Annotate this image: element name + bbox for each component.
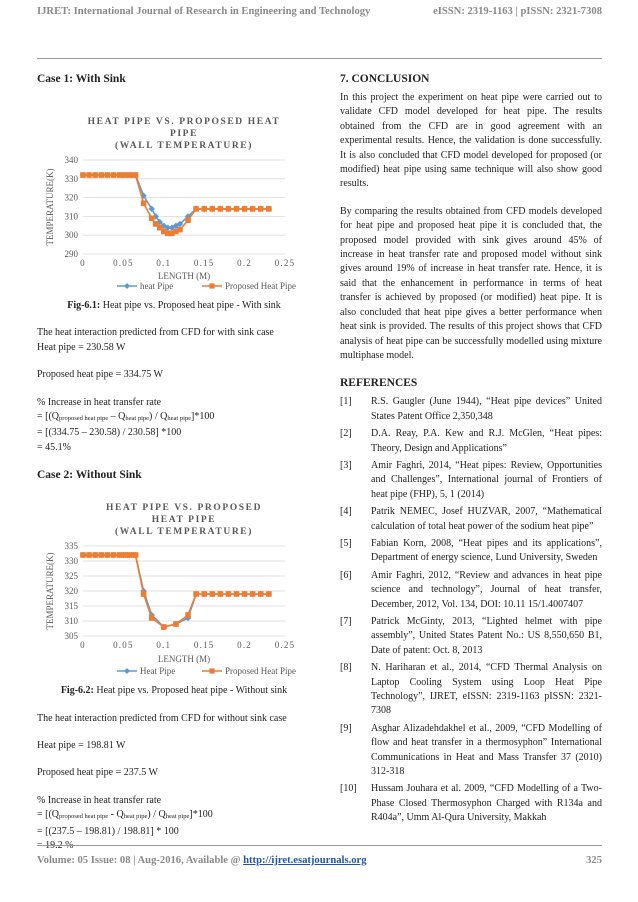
reference-item — [340, 537, 602, 566]
reference-text: Hussam Jouhara et al. 2009, “CFD Modelling of a Two-Phase Closed Thermosyphon Charged with R134a and R404a”, Umm Al-Qura University, Makkah — [371, 783, 602, 824]
reference-number: [1] — [340, 396, 352, 408]
legend-label: Proposed Heat Pipe — [225, 281, 296, 291]
reference-item — [340, 569, 602, 612]
data-point — [133, 552, 139, 558]
y-tick-label: 310 — [64, 616, 78, 627]
data-point — [266, 206, 272, 212]
y-axis-label: TEMPERATURE(K) — [45, 168, 55, 246]
data-point — [173, 621, 179, 627]
chart-title-line: HEAT PIPE — [151, 515, 217, 526]
chart-title-line: HEAT PIPE VS. PROPOSED HEAT — [87, 117, 281, 127]
case2-line3: Proposed heat pipe = 237.5 W — [37, 767, 158, 779]
reference-item — [340, 782, 602, 825]
data-point — [250, 206, 256, 212]
x-tick-label: 0.1 — [156, 640, 172, 651]
reference-number: [9] — [340, 722, 352, 734]
conclusion-heading: 7. CONCLUSION — [340, 73, 430, 85]
reference-number: [8] — [340, 662, 352, 674]
data-point — [98, 552, 104, 558]
data-point — [177, 227, 183, 233]
x-tick-label: 0.15 — [193, 258, 215, 268]
chart-title-line: PIPE — [169, 129, 199, 139]
references-list — [340, 395, 602, 825]
data-point — [218, 206, 224, 212]
data-point — [141, 200, 147, 206]
data-point — [193, 591, 199, 597]
running-footer — [37, 855, 602, 866]
reference-number: [7] — [340, 616, 352, 627]
fig-6-1-caption — [37, 299, 311, 313]
y-tick-label: 290 — [64, 249, 78, 259]
y-tick-label: 320 — [64, 192, 78, 203]
data-point — [92, 172, 98, 178]
left-column — [37, 72, 311, 854]
series-line-diamond — [83, 175, 269, 228]
reference-text: Asghar Alizadehdakhel et al., 2009, “CFD Modelling of flow and heat transfer in a thermosyphon” International Communications in Heat and Mass Transfer 37 (2010) 312-318 — [371, 722, 602, 778]
data-point — [218, 591, 224, 597]
data-point — [133, 172, 139, 178]
reference-text: Amir Faghri, 2012, “Review and advances in heat pipe science and technology”, Journal of heat transfer, December, 2012, Vol. 134, DOI: 10.11 15/1.4007407 — [371, 569, 602, 610]
data-point — [86, 552, 92, 558]
references-heading: REFERENCES — [340, 377, 418, 390]
reference-text: D.A. Reay, P.A. Kew and R.J. McGlen, “Heat pipes: Theory, Design and Applications” — [371, 428, 602, 454]
case1-line6: = [(334.75 – 230.58) / 230.58] *100 — [37, 427, 182, 439]
data-point — [98, 172, 104, 178]
data-point — [234, 591, 240, 597]
data-point — [226, 206, 232, 212]
fig-6-2-text: Heat pipe vs. Proposed heat pipe - Without sink — [93, 685, 288, 697]
case2-line6: = [(237.5 – 198.81) / 198.81] * 100 — [37, 825, 179, 837]
x-tick-label: 0 — [80, 258, 86, 268]
data-point — [226, 591, 232, 597]
case1-heading: Case 1: With Sink — [37, 73, 126, 85]
page-number: 325 — [586, 855, 602, 866]
reference-text: N. Hariharan et al., 2014, “CFD Thermal Analysis on Laptop Cooling System using Loop Heat Pipe Technology”, IJRET, eISSN: 2319-1163 pISSN: 2321-7308 — [371, 662, 602, 717]
reference-item — [340, 505, 602, 534]
x-tick-label: 0.25 — [274, 640, 296, 651]
chart-title-line: (WALL TEMPERATURE) — [115, 141, 253, 151]
data-point — [141, 591, 147, 597]
reference-number: [3] — [340, 459, 352, 471]
y-tick-label: 340 — [64, 155, 78, 165]
reference-item — [340, 459, 602, 502]
reference-number: [5] — [340, 537, 352, 549]
reference-text: Fabian Korn, 2008, “Heat pipes and its applications”, Department of energy science, Lund University, Sweden — [371, 537, 602, 564]
footer-volume: Volume: 05 Issue: 08 | Aug-2016, Available @ http://ijret.esatjournals.org — [37, 855, 367, 866]
case1-line3: Proposed heat pipe = 334.75 W — [37, 369, 163, 381]
running-header — [37, 6, 602, 17]
right-column — [340, 72, 602, 829]
legend-label: Heat Pipe — [140, 666, 176, 677]
reference-number: [10] — [340, 783, 357, 795]
journal-link[interactable]: http://ijret.esatjournals.org — [243, 855, 367, 866]
data-point — [201, 591, 207, 597]
reference-text: R.S. Gaugler (June 1944), “Heat pipe devices” United States Patent Office 2,350,348 — [371, 396, 602, 422]
chart-with-sink-svg — [37, 86, 311, 296]
data-point — [201, 206, 207, 212]
x-axis-label: LENGTH (M) — [157, 271, 211, 281]
case1-line7: = 45.1% — [37, 441, 71, 453]
conclusion-paragraph-2: By comparing the results obtained from CFD models developed for heat pipe and proposed heat pipe it is concluded that, the proposed model provided with sink gives around 45% of increase in heat transfer rate and proposed model without sink gives around 19% of increase in heat transfer rate. Hence, it is said that the enhancement in performance in terms of heat transfer is achieved by proposed (or modified) heat pipe. It is also concluded that heat pipe gives a better performance when heat sink is provided. The results of this project shows that CFD analysis of heat pipe can be successfully modelled using mixture multiphase model. — [340, 205, 602, 361]
data-point — [242, 206, 248, 212]
data-point — [111, 172, 117, 178]
case2-line4: % Increase in heat transfer rate — [37, 794, 162, 806]
x-tick-label: 0.25 — [274, 258, 296, 268]
data-point — [258, 206, 264, 212]
y-axis-label: TEMPERATURE(K) — [45, 552, 55, 630]
legend-marker — [124, 668, 130, 674]
case2-line2: Heat pipe = 198.81 W — [37, 740, 126, 752]
legend-marker — [209, 669, 214, 674]
data-point — [149, 215, 155, 221]
x-axis-label: LENGTH (M) — [157, 654, 211, 665]
reference-item — [340, 615, 602, 658]
case1-line2: Heat pipe = 230.58 W — [37, 341, 126, 353]
reference-text: Patrik NEMEC, Josef HUZVAR, 2007, “Mathematical calculation of total heat power of the sodium heat pipe” — [371, 506, 602, 532]
data-point — [250, 591, 256, 597]
y-tick-label: 300 — [64, 230, 78, 241]
conclusion-paragraph-1: In this project the experiment on heat pipe were carried out to validate CFD model developed for heat pipe. The results obtained from the CFD are in good agreement with an experimental results. Hence, the validation is done successfully. It is also concluded that CFD model developed for proposed (or modified) heat pipe using same technique will also show good results. — [340, 92, 602, 190]
x-tick-label: 0.1 — [156, 258, 172, 268]
legend-marker — [209, 283, 214, 288]
case1-formula: = $[(Q_{proposed heat pipe} - Q_{heat pipe}) / Q_{heat pipe}]*100$ — [37, 411, 215, 423]
journal-name: IJRET: International Journal of Research in Engineering and Technology — [37, 6, 371, 17]
case1-line1: The heat interaction predicted from CFD for with sink case — [37, 327, 274, 339]
y-tick-label: 335 — [64, 541, 78, 552]
data-point — [92, 552, 98, 558]
data-point — [185, 217, 191, 223]
y-tick-label: 330 — [64, 556, 78, 567]
data-point — [242, 591, 248, 597]
data-point — [80, 172, 86, 178]
y-tick-label: 320 — [64, 586, 78, 597]
case2-line1: The heat interaction predicted from CFD for without sink case — [37, 712, 287, 724]
data-point — [258, 591, 264, 597]
data-point — [104, 552, 110, 558]
x-tick-label: 0.05 — [113, 640, 134, 651]
reference-item — [340, 427, 602, 456]
header-rule — [37, 58, 602, 59]
reference-number: [2] — [340, 428, 352, 440]
reference-item — [340, 661, 602, 719]
data-point — [209, 206, 215, 212]
issn: eISSN: 2319-1163 | pISSN: 2321-7308 — [433, 6, 602, 17]
reference-text: Patrick McGinty, 2013, “Lighted helmet with pipe assembly”, United States Patent No.: US 8,550,650 B1, Date of patent: Oct. 8, 2013 — [371, 616, 602, 656]
data-point — [266, 591, 272, 597]
y-tick-label: 325 — [64, 571, 78, 582]
footer-rule — [37, 845, 602, 846]
legend-marker — [124, 283, 130, 289]
data-point — [193, 206, 199, 212]
legend-label: Proposed Heat Pipe — [225, 666, 296, 677]
case1-line4: % Increase in heat transfer rate — [37, 396, 162, 408]
case2-line7: = 19.2 % — [37, 840, 74, 852]
fig-6-1-label: Fig-6.1: — [67, 300, 101, 311]
data-point — [111, 552, 117, 558]
data-point — [104, 172, 110, 178]
x-tick-label: 0.05 — [113, 258, 134, 268]
data-point — [185, 612, 191, 618]
y-tick-label: 330 — [64, 173, 78, 184]
y-tick-label: 305 — [64, 631, 78, 642]
data-point — [86, 172, 92, 178]
x-tick-label: 0.2 — [237, 640, 253, 651]
reference-number: [6] — [340, 569, 352, 581]
x-tick-label: 0.15 — [193, 640, 215, 651]
reference-number: [4] — [340, 506, 352, 518]
data-point — [234, 206, 240, 212]
case2-heading: Case 2: Without Sink — [37, 469, 142, 482]
fig-6-2-caption — [37, 684, 311, 698]
x-tick-label: 0 — [80, 640, 86, 651]
data-point — [209, 591, 215, 597]
y-tick-label: 315 — [64, 601, 78, 612]
chart-title-line: HEAT PIPE VS. PROPOSED — [105, 503, 263, 514]
data-point — [149, 615, 155, 621]
data-point — [161, 624, 167, 630]
reference-item — [340, 395, 602, 424]
data-point — [80, 552, 86, 558]
fig-6-1-text: Heat pipe vs. Proposed heat pipe - With sink — [100, 300, 281, 311]
chart-with-sink — [37, 86, 311, 296]
legend-label: heat Pipe — [140, 281, 174, 291]
reference-item — [340, 722, 602, 780]
chart-without-sink — [37, 482, 311, 684]
reference-text: Amir Faghri, 2014, “Heat pipes: Review, Opportunities and Challenges”, International journal of Frontiers of heat pipe (FHP), 5, 1 (2014) — [371, 459, 602, 500]
x-tick-label: 0.2 — [237, 258, 253, 268]
chart-without-sink-svg — [37, 482, 311, 684]
fig-6-2-label: Fig-6.2: — [60, 685, 94, 697]
case2-formula: = $[(Q_{proposed heat pipe} - Q_{heat pipe}) / Q_{heat pipe}]*100$ — [37, 809, 213, 821]
y-tick-label: 310 — [64, 211, 78, 222]
chart-title-line: (WALL TEMPERATURE) — [115, 527, 253, 538]
